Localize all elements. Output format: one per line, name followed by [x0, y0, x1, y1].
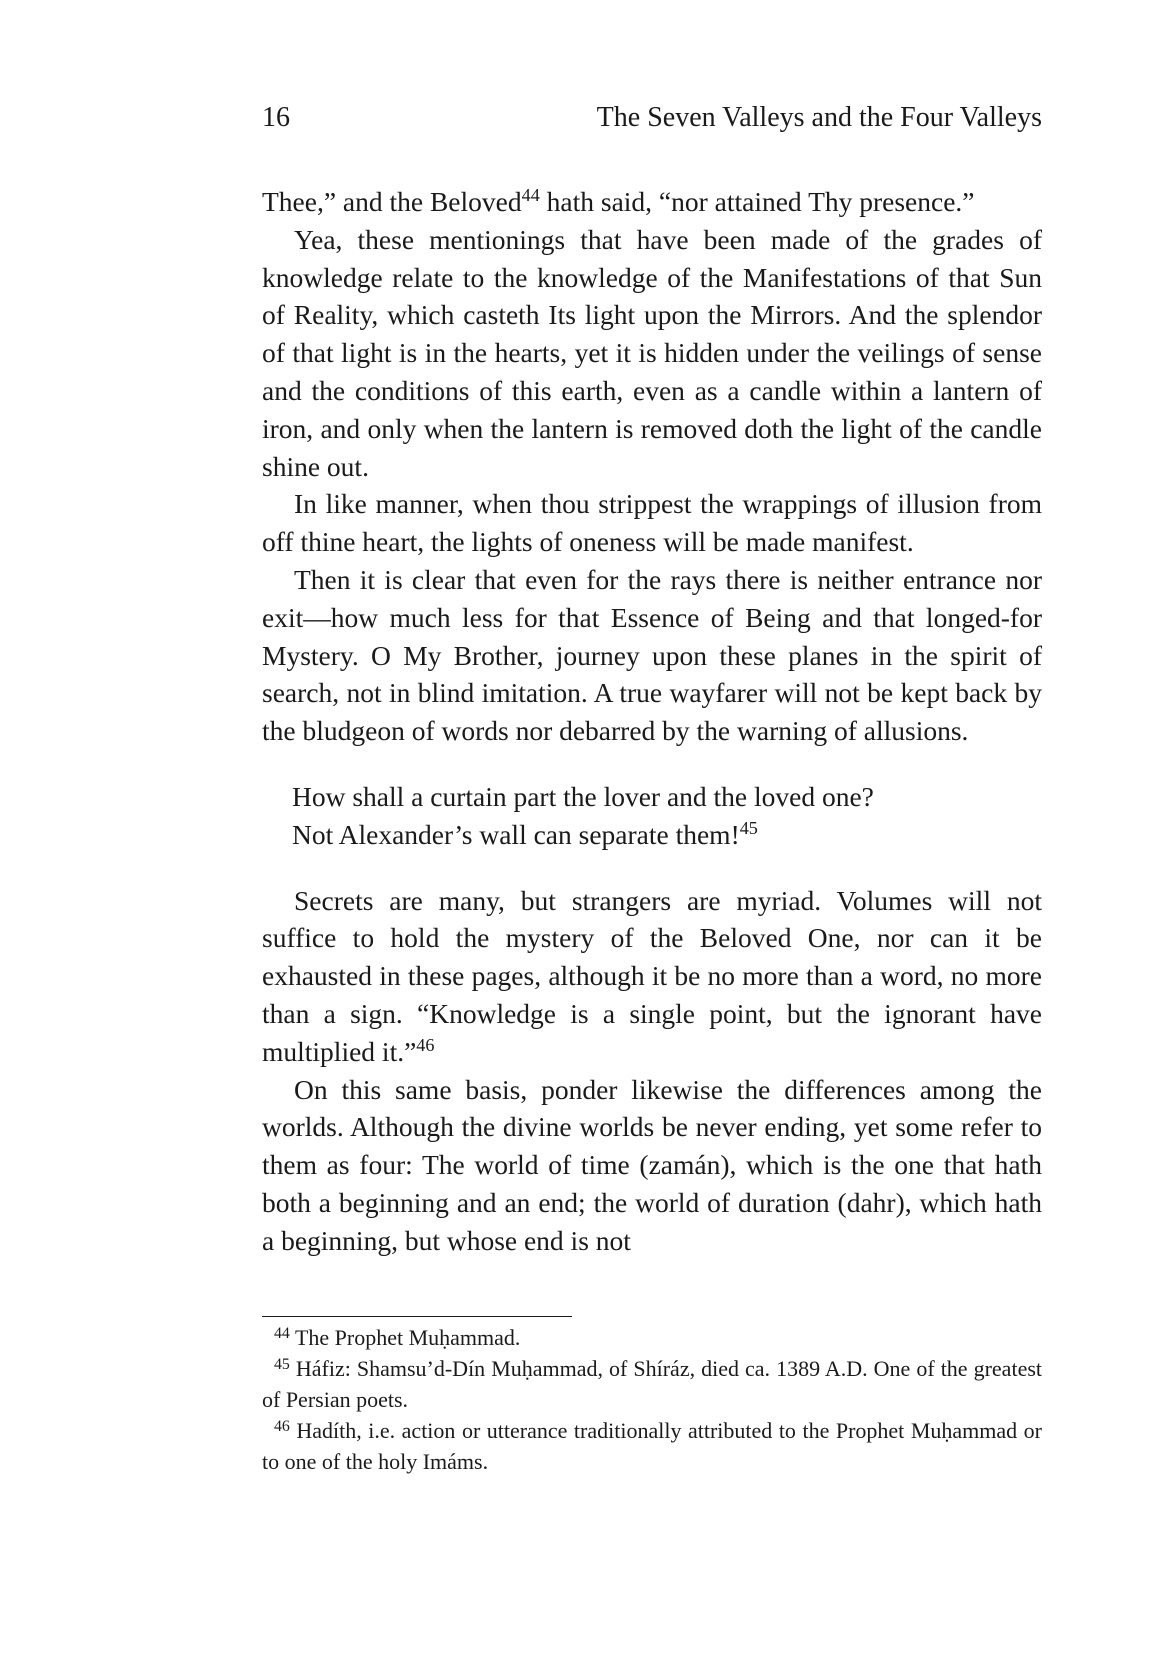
- footnote-text: The Prophet Muḥammad.: [294, 1325, 521, 1350]
- footnote-44: [262, 1322, 1042, 1353]
- paragraph-2: Yea, these mentionings that have been made of the grades of knowledge relate to the knowledge of the Manifestations of that Sun of Reality, which casteth Its light upon the Mirrors. And the splendor of that light is in the hearts, yet it is hidden under the veilings of sense and the conditions of this earth, even as a candle within a lantern of iron, and only when the lantern is removed doth the light of the candle shine out.: [262, 223, 1042, 482]
- verse-quote: [292, 778, 1042, 854]
- footnote-46: [262, 1415, 1042, 1477]
- book-page: [262, 0, 1042, 1654]
- verse-line-2: [292, 816, 1042, 854]
- book-title: The Seven Valleys and the Four Valleys: [596, 102, 1042, 133]
- footnote-text: Hadíth, i.e. action or utterance traditionally attributed to the Prophet Muḥammad or to one of the holy Imáms.: [262, 1418, 1042, 1474]
- footnote-ref-45: 45: [739, 817, 758, 838]
- paragraph-1-text-a: Thee,” and the Beloved: [262, 186, 522, 217]
- footnote-ref-46: 46: [416, 1034, 435, 1055]
- running-head: [262, 98, 1042, 138]
- footnote-number: 44: [274, 1324, 290, 1342]
- paragraph-6: On this same basis, ponder likewise the differences among the worlds. Although the divine worlds be never ending, yet some refer to them as four: The world of time (zamán), which is the one that hath both a beginning and an end; the world of duration (dahr), which hath a beginning, but whose end is not: [262, 1073, 1042, 1256]
- verse-line-2-text: Not Alexander’s wall can separate them!: [292, 818, 740, 850]
- paragraph-4: Then it is clear that even for the rays there is neither entrance nor exit—how much less for that Essence of Being and that longed-for Mystery. O My Brother, journey upon these planes in the spirit of search, not in blind imitation. A true wayfarer will not be kept back by the bludgeon of words nor debarred by the warning of allusions.: [262, 563, 1042, 747]
- page-number: 16: [262, 102, 290, 133]
- verse-line-1: How shall a curtain part the lover and the loved one?: [292, 780, 874, 812]
- footnotes: [262, 1322, 1042, 1477]
- paragraph-3: In like manner, when thou strippest the wrappings of illusion from off thine heart, the lights of oneness will be made manifest.: [262, 488, 1042, 558]
- footnote-text: Háfiz: Shamsu’d-Dín Muḥammad, of Shíráz, died ca. 1389 A.D. One of the greatest of Persian poets.: [262, 1356, 1043, 1412]
- paragraph-5-text: Secrets are many, but strangers are myriad. Volumes will not suffice to hold the mystery of the Beloved One, nor can it be exhausted in these pages, although it be no more than a word, no more than a sign. “Knowledge is a single point, but the ignorant have multiplied it.”: [262, 884, 1042, 1067]
- paragraph-5: [262, 882, 1042, 1071]
- footnote-45: [262, 1353, 1042, 1415]
- paragraph-1: [262, 183, 1042, 221]
- footnote-divider: [262, 1316, 572, 1317]
- footnote-number: 46: [274, 1417, 290, 1435]
- paragraph-1-text-b: hath said, “nor attained Thy presence.”: [539, 186, 975, 217]
- footnote-number: 45: [274, 1355, 290, 1373]
- body-text: [262, 183, 1042, 1260]
- footnote-ref-44: 44: [521, 185, 540, 206]
